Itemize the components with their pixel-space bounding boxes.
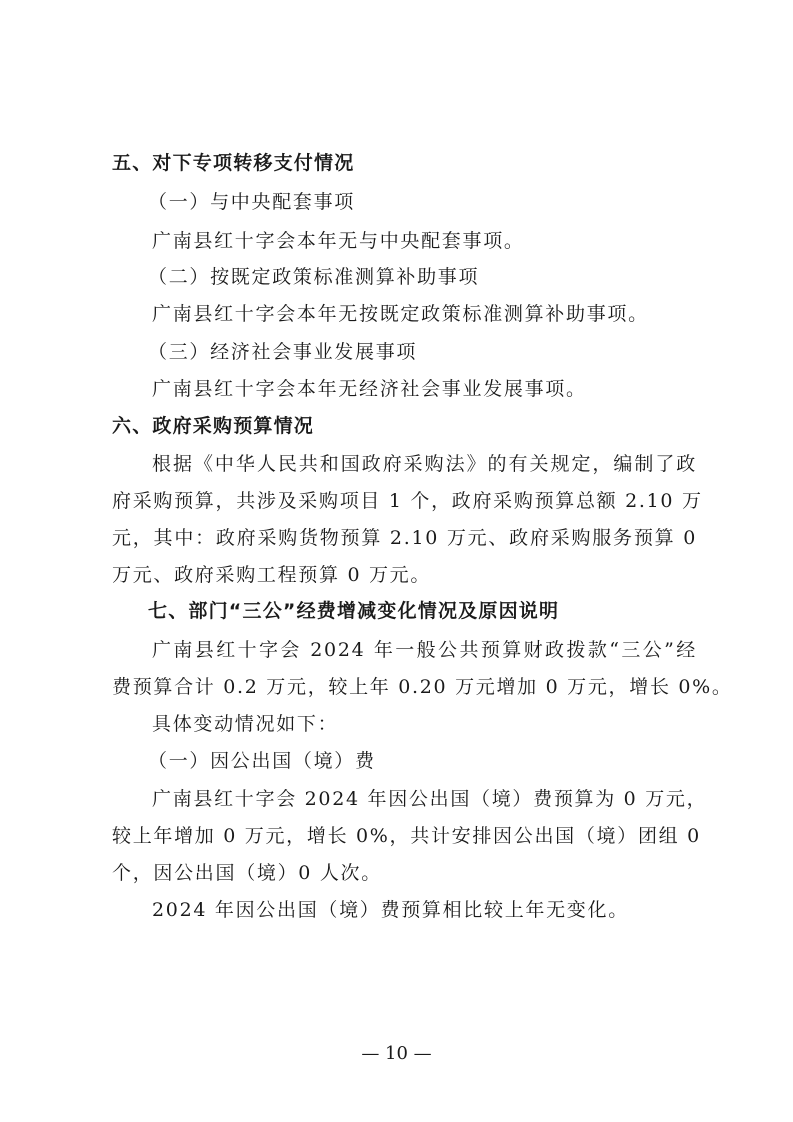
- page-number: — 10 —: [361, 1043, 432, 1064]
- section-5-sub-3-text: 广南县红十字会本年无经济社会事业发展事项。: [152, 378, 587, 400]
- section-6-heading: 六、政府采购预算情况: [112, 415, 315, 437]
- section-5-heading: 五、对下专项转移支付情况: [112, 152, 355, 174]
- section-7-para-line: 费预算合计 0.2 万元，较上年 0.20 万元增加 0 万元，增长 0%。: [112, 676, 733, 698]
- section-7-heading: 七、部门“三公”经费增减变化情况及原因说明: [148, 600, 560, 622]
- section-6-para-line: 根据《中华人民共和国政府采购法》的有关规定，编制了政: [152, 453, 697, 475]
- section-5-sub-2-text: 广南县红十字会本年无按既定政策标准测算补助事项。: [152, 303, 649, 325]
- section-5-sub-2-heading: （二）按既定政策标准测算补助事项: [148, 266, 480, 288]
- section-7-sub-1-para-line: 较上年增加 0 万元，增长 0%，共计安排因公出国（境）团组 0: [112, 825, 701, 847]
- section-7-sub-1-heading: （一）因公出国（境）费: [148, 750, 376, 772]
- section-7-sub-1-note: 2024 年因公出国（境）费预算相比较上年无变化。: [152, 899, 629, 921]
- section-7-sub-1-para-line: 个，因公出国（境）0 人次。: [112, 862, 382, 884]
- section-7-sub-1-para-line: 广南县红十字会 2024 年因公出国（境）费预算为 0 万元，: [152, 788, 708, 810]
- section-6-para-line: 元，其中：政府采购货物预算 2.10 万元、政府采购服务预算 0: [112, 527, 697, 549]
- section-7-para-line: 广南县红十字会 2024 年一般公共预算财政拨款“三公”经: [152, 639, 697, 661]
- section-5-sub-3-heading: （三）经济社会事业发展事项: [148, 341, 418, 363]
- section-7-para-detail-intro: 具体变动情况如下：: [152, 713, 339, 735]
- section-6-para-line: 万元、政府采购工程预算 0 万元。: [112, 564, 432, 586]
- section-5-sub-1-text: 广南县红十字会本年无与中央配套事项。: [152, 230, 525, 252]
- section-5-sub-1-heading: （一）与中央配套事项: [148, 191, 356, 213]
- section-6-para-line: 府采购预算，共涉及采购项目 1 个，政府采购预算总额 2.10 万: [112, 490, 703, 512]
